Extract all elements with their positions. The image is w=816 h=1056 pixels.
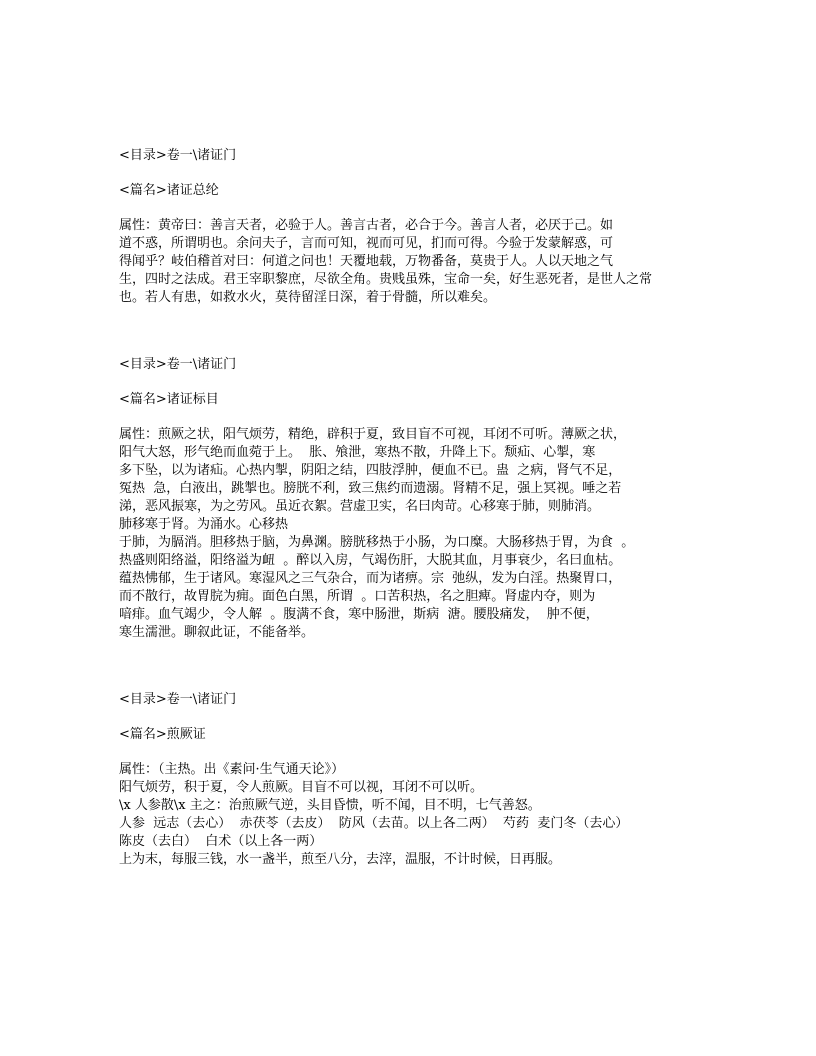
body-line: \x 人参散\x 主之：治煎厥气逆，头目昏愦，听不闻，目不明，七气善怒。	[119, 798, 541, 813]
body-line: 道不惑，所谓明也。余问夫子，言而可知，视而可见，扪而可得。今验于发蒙解惑，可	[119, 236, 614, 251]
body-line: 陈皮（去白） 白术（以上各一两）	[119, 834, 323, 849]
body-line: 涕，恶风振寒，为之劳风。虽近衣絮。营虚卫实，名曰肉苛。心移寒于肺，则肺消。	[119, 499, 601, 514]
body-line: 得闻乎？岐伯稽首对曰：何道之问也！天覆地载，万物番备，莫贵于人。人以天地之气	[119, 254, 614, 269]
body-line: 肺移寒于肾。为涌水。心移热	[119, 517, 289, 532]
body-line: 寒生濡泄。聊叙此证，不能备举。	[119, 625, 315, 640]
section-2	[119, 356, 719, 642]
section-1	[119, 147, 719, 307]
body-line: 属性：黄帝曰：善言天者，必验于人。善言古者，必合于今。善言人者，必厌于己。如	[119, 218, 614, 233]
catalog-line: <目录>卷一\诸证门	[119, 148, 237, 163]
body-line: 属性：（主热。出《素问·生气通天论》）	[119, 762, 345, 777]
body-line: 上为末，每服三钱，水一盏半，煎至八分，去滓，温服，不计时候，日再服。	[119, 852, 562, 867]
body-line: 也。若人有患，如救水火，莫待留淫日深，着于骨髓，所以难矣。	[119, 290, 497, 305]
body-line: 阳气大怒，形气绝而血菀于上。 胀、飧泄，寒热不散，升降上下。颓疝、心掣，寒	[119, 445, 596, 460]
catalog-line: <目录>卷一\诸证门	[119, 357, 237, 372]
body-line: 人参 远志（去心） 赤茯苓（去皮） 防风（去苗。以上各二两） 芍药 麦门冬（去心）	[119, 816, 629, 831]
section-3	[119, 691, 719, 869]
body-line: 热盛则阳络溢，阳络溢为衄 。醉以入房，气竭伤肝，大脱其血，月事衰少，名曰血枯。	[119, 553, 622, 568]
body-line: 属性：煎厥之状，阳气烦劳，精绝，辟积于夏，致目盲不可视，耳闭不可听。薄厥之状，	[119, 427, 627, 442]
section-title: <篇名>诸证标目	[119, 392, 219, 407]
body-line: 阳气烦劳，积于夏，令人煎厥。目盲不可以视，耳闭不可以听。	[119, 780, 484, 795]
body-line: 多下坠，以为诸疝。心热内掣，阴阳之结，四肢浮肿，便血不已。蛊 之病，肾气不足，	[119, 463, 622, 478]
body-line: 喑痱。血气竭少，令人解 。腹满不食，寒中肠泄，斯病 溏。腰股痛发， 肿不便，	[119, 607, 599, 622]
body-line: 生，四时之法成。君王宰职黎庶，尽欲全角。贵贱虽殊，宝命一矣，好生恶死者，是世人之常	[119, 272, 653, 287]
document-page	[119, 147, 719, 869]
section-title: <篇名>煎厥证	[119, 727, 206, 742]
body-line: 蕴热怫郁，生于诸风。寒湿风之三气杂合，而为诸痹。宗 弛纵，发为白淫。热聚胃口，	[119, 571, 622, 586]
body-line: 冤热 急，白液出，跳掣也。膀胱不利，致三焦约而遗溺。肾精不足，强上冥视。唾之若	[119, 481, 622, 496]
catalog-line: <目录>卷一\诸证门	[119, 692, 237, 707]
body-line: 而不散行，故胃脘为痈。面色白黑，所谓 。口苦积热，名之胆痺。肾虚内夺，则为	[119, 589, 596, 604]
section-title: <篇名>诸证总纶	[119, 183, 219, 198]
body-line: 于肺，为膈消。胆移热于脑，为鼻渊。膀胱移热于小肠，为口糜。大肠移热于胃，为食 。	[119, 535, 635, 550]
